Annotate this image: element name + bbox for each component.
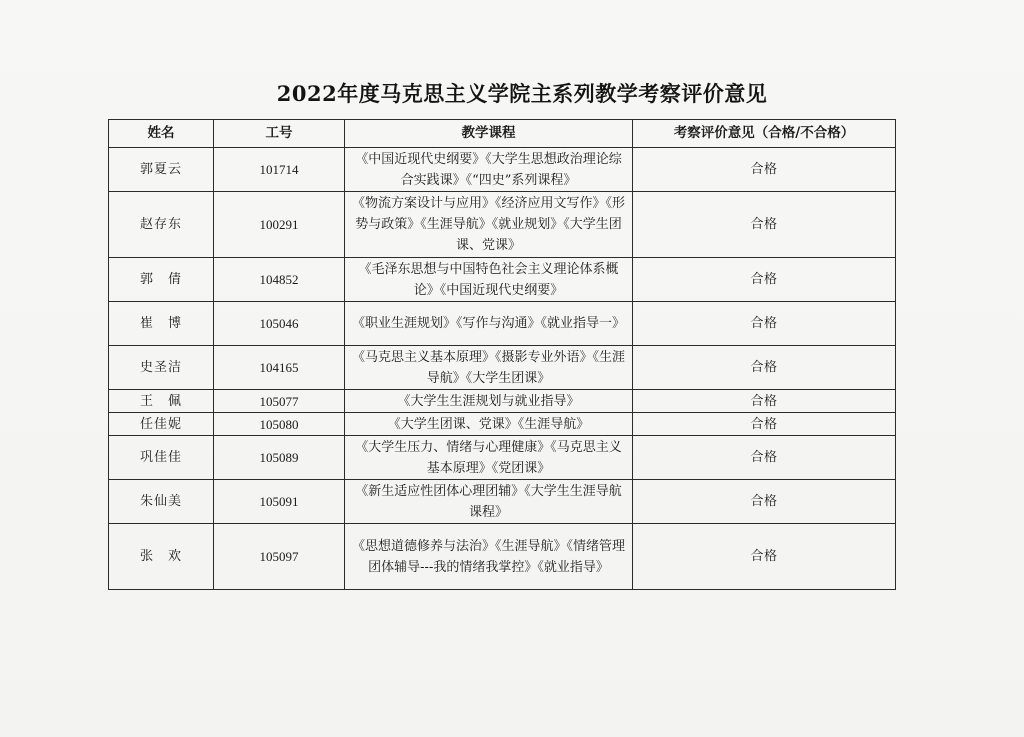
cell-courses: 《大学生团课、党课》《生涯导航》 xyxy=(345,413,633,436)
cell-result: 合格 xyxy=(633,524,896,590)
cell-courses: 《物流方案设计与应用》《经济应用文写作》《形势与政策》《生涯导航》《就业规划》《大学生团课、党课》 xyxy=(345,192,633,258)
header-id: 工号 xyxy=(214,120,345,148)
header-courses: 教学课程 xyxy=(345,120,633,148)
cell-id: 100291 xyxy=(214,192,345,258)
cell-id: 105089 xyxy=(214,436,345,480)
table-row xyxy=(109,258,896,302)
table-header-row xyxy=(109,120,896,148)
cell-id: 101714 xyxy=(214,148,345,192)
cell-result: 合格 xyxy=(633,258,896,302)
cell-id: 104165 xyxy=(214,346,345,390)
cell-courses: 《中国近现代史纲要》《大学生思想政治理论综合实践课》《“四史”系列课程》 xyxy=(345,148,633,192)
table-row xyxy=(109,302,896,346)
cell-id: 105080 xyxy=(214,413,345,436)
cell-result: 合格 xyxy=(633,390,896,413)
cell-name: 王 佩 xyxy=(109,390,214,413)
cell-name: 史圣洁 xyxy=(109,346,214,390)
table-row xyxy=(109,413,896,436)
cell-name: 赵存东 xyxy=(109,192,214,258)
cell-courses: 《马克思主义基本原理》《摄影专业外语》《生涯导航》《大学生团课》 xyxy=(345,346,633,390)
table-row xyxy=(109,436,896,480)
table-row xyxy=(109,390,896,413)
document-title: 2022年度马克思主义学院主系列教学考察评价意见 xyxy=(276,81,768,106)
table-row xyxy=(109,148,896,192)
cell-id: 105097 xyxy=(214,524,345,590)
table-row xyxy=(109,480,896,524)
cell-name: 郭夏云 xyxy=(109,148,214,192)
cell-name: 任佳妮 xyxy=(109,413,214,436)
cell-id: 105091 xyxy=(214,480,345,524)
cell-courses: 《大学生生涯规划与就业指导》 xyxy=(345,390,633,413)
header-result: 考察评价意见（合格/不合格） xyxy=(633,120,896,148)
header-name: 姓名 xyxy=(109,120,214,148)
table-row xyxy=(109,524,896,590)
cell-result: 合格 xyxy=(633,192,896,258)
cell-name: 崔 博 xyxy=(109,302,214,346)
cell-id: 105046 xyxy=(214,302,345,346)
cell-result: 合格 xyxy=(633,413,896,436)
cell-name: 张 欢 xyxy=(109,524,214,590)
table-row xyxy=(109,346,896,390)
cell-result: 合格 xyxy=(633,346,896,390)
evaluation-table xyxy=(108,119,896,590)
cell-id: 104852 xyxy=(214,258,345,302)
cell-courses: 《思想道德修养与法治》《生涯导航》《情绪管理团体辅导---我的情绪我掌控》《就业指导》 xyxy=(345,524,633,590)
cell-result: 合格 xyxy=(633,436,896,480)
cell-courses: 《大学生压力、情绪与心理健康》《马克思主义基本原理》《党团课》 xyxy=(345,436,633,480)
cell-courses: 《新生适应性团体心理团辅》《大学生生涯导航课程》 xyxy=(345,480,633,524)
cell-result: 合格 xyxy=(633,302,896,346)
cell-name: 朱仙美 xyxy=(109,480,214,524)
cell-name: 郭 倩 xyxy=(109,258,214,302)
cell-courses: 《毛泽东思想与中国特色社会主义理论体系概论》《中国近现代史纲要》 xyxy=(345,258,633,302)
cell-name: 巩佳佳 xyxy=(109,436,214,480)
cell-result: 合格 xyxy=(633,480,896,524)
cell-courses: 《职业生涯规划》《写作与沟通》《就业指导一》 xyxy=(345,302,633,346)
cell-id: 105077 xyxy=(214,390,345,413)
cell-result: 合格 xyxy=(633,148,896,192)
table-row xyxy=(109,192,896,258)
